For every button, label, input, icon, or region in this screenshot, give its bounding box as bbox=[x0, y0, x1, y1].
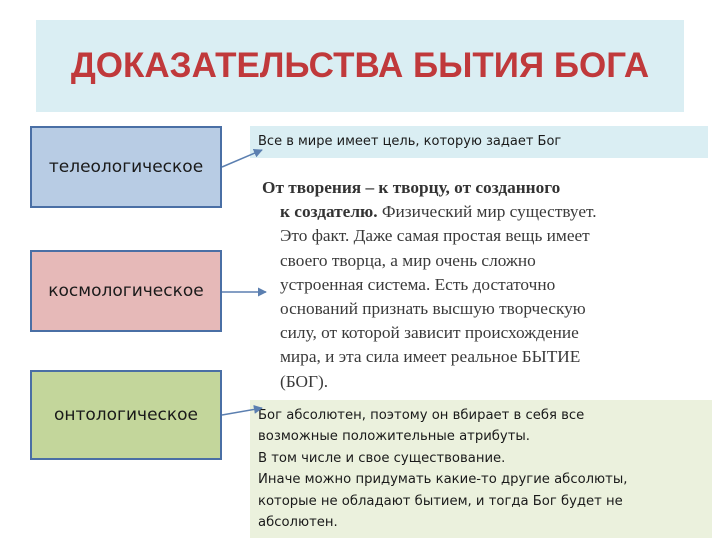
cosmo-line-7: (БОГ). bbox=[280, 371, 329, 391]
argument-label-cosmological: космологическое bbox=[48, 281, 204, 301]
onto-line-2: В том числе и свое существование. bbox=[258, 450, 506, 466]
cosmo-line-2: своего творца, а мир очень сложно bbox=[280, 250, 536, 270]
cosmo-line-3: устроенная система. Есть достаточно bbox=[280, 274, 556, 294]
onto-line-1: возможные положительные атрибуты. bbox=[258, 429, 530, 445]
argument-label-ontological: онтологическое bbox=[53, 405, 199, 425]
onto-line-4: которые не обладают бытием, и тогда Бог будет не bbox=[258, 493, 623, 509]
argument-label-teleological: телеологическое bbox=[48, 157, 204, 177]
cosmo-line-4: оснований признать высшую творческую bbox=[280, 299, 586, 319]
cosmo-line-1: Это факт. Даже самая простая вещь имеет bbox=[280, 226, 590, 246]
onto-line-5: абсолютен. bbox=[258, 515, 338, 531]
onto-line-3: Иначе можно придумать какие-то другие абсолюты, bbox=[258, 472, 628, 488]
cosmo-line-5: силу, от которой зависит происхождение bbox=[280, 323, 579, 343]
cosmo-bold-line-1: От творения – к творцу, от созданного bbox=[262, 178, 561, 197]
cosmo-bold-line-2: к создателю. bbox=[280, 202, 382, 222]
cosmo-line-6: мира, и эта сила имеет реальное БЫТИЕ bbox=[280, 347, 581, 367]
cosmo-line-0: Физический мир существует. bbox=[381, 202, 597, 222]
teleological-note-text: Все в мире имеет цель, которую задает Бог bbox=[258, 134, 562, 149]
onto-line-0: Бог абсолютен, поэтому он вбирает в себя все bbox=[258, 408, 585, 423]
page-title: ДОКАЗАТЕЛЬСТВА БЫТИЯ БОГА bbox=[70, 46, 650, 85]
arrow-teleological bbox=[222, 150, 262, 167]
arrow-ontological bbox=[222, 408, 262, 415]
